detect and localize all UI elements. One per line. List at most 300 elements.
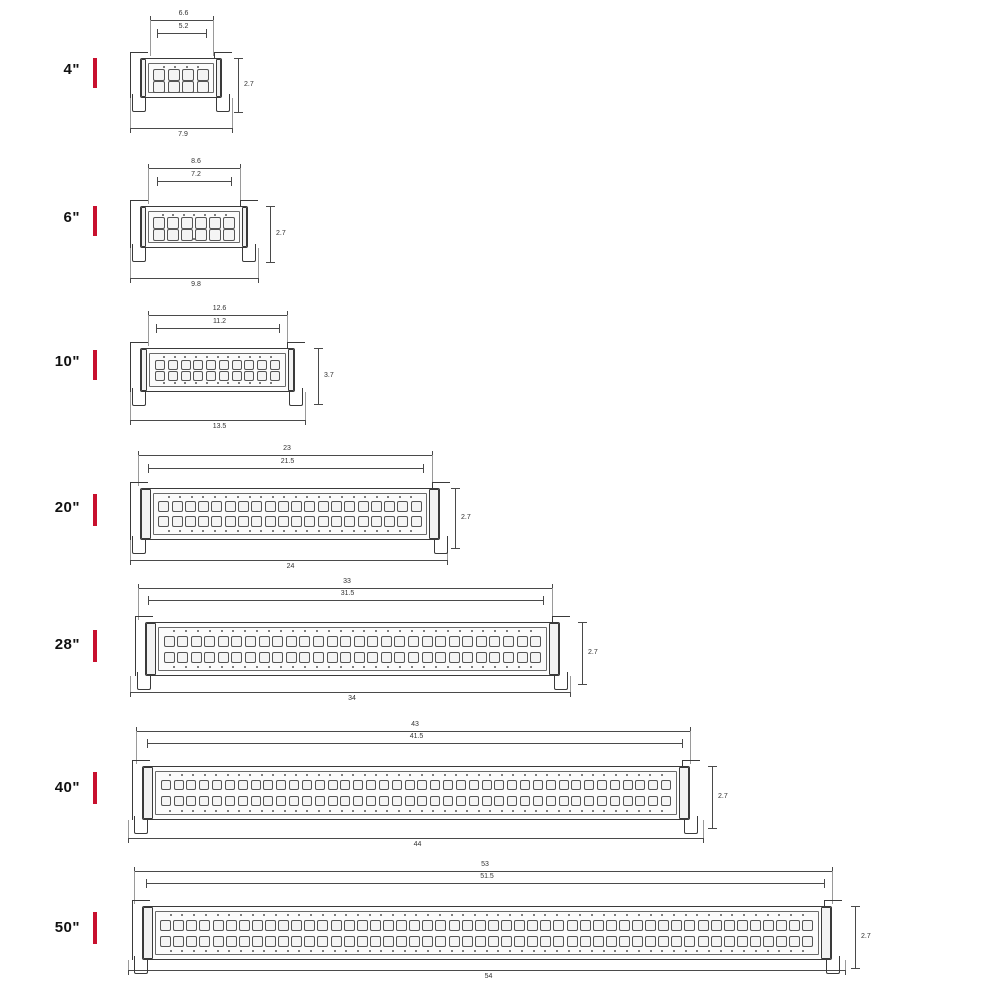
led-emitter <box>172 501 183 512</box>
screw <box>364 774 366 776</box>
screw <box>615 774 617 776</box>
led-emitter <box>278 501 289 512</box>
screw <box>399 630 401 632</box>
ext-left-outer-0 <box>150 20 151 56</box>
screw <box>506 666 508 668</box>
screw <box>376 530 378 532</box>
screw <box>287 914 289 916</box>
dim-bottom-text-5: 44 <box>396 841 440 849</box>
screw <box>209 666 211 668</box>
screw <box>191 530 193 532</box>
bracket-top-2-1 <box>287 342 305 343</box>
dim-height-text-0: 2.7 <box>242 81 266 89</box>
screw <box>204 214 206 216</box>
screw <box>352 666 354 668</box>
screw <box>179 496 181 498</box>
led-emitter <box>278 936 289 947</box>
dim-height-line-2-tick-bottom <box>314 404 323 405</box>
screw <box>421 774 423 776</box>
led-emitter <box>366 796 376 806</box>
led-emitter <box>482 796 492 806</box>
screw <box>387 530 389 532</box>
screw-row-top-3 <box>158 496 422 498</box>
led-emitter <box>475 920 486 931</box>
led-emitter <box>405 796 415 806</box>
screw <box>214 496 216 498</box>
bracket-top-4-0 <box>135 616 153 617</box>
led-emitter <box>186 920 197 931</box>
screw <box>341 810 343 812</box>
led-emitter <box>409 920 420 931</box>
bracket-top-6-0 <box>132 900 150 901</box>
led-emitter <box>435 936 446 947</box>
light-bar-housing-6 <box>142 906 832 960</box>
led-emitter <box>186 936 197 947</box>
screw <box>341 530 343 532</box>
end-cap-left-4 <box>146 623 156 675</box>
led-emitter <box>199 780 209 790</box>
led-emitter <box>571 780 581 790</box>
screw <box>334 914 336 916</box>
screw <box>439 950 441 952</box>
screw <box>524 810 526 812</box>
screw <box>357 914 359 916</box>
led-emitter <box>396 936 407 947</box>
dim-top-inner-line-1-tick-right <box>231 177 232 186</box>
led-emitter <box>245 636 256 647</box>
screw <box>318 810 320 812</box>
dim-height-line-6 <box>855 906 856 968</box>
led-emitter <box>304 936 315 947</box>
led-emitter <box>251 780 261 790</box>
led-emitter <box>488 920 499 931</box>
led-emitter <box>671 920 682 931</box>
led-emitter <box>527 920 538 931</box>
size-label-3: 20" <box>54 499 80 516</box>
end-cap-right-4 <box>549 623 559 675</box>
screw <box>444 810 446 812</box>
light-bar-housing-3 <box>140 488 440 540</box>
led-emitter <box>580 920 591 931</box>
led-emitter <box>181 371 191 381</box>
end-cap-left-0 <box>141 59 146 97</box>
screw <box>316 630 318 632</box>
led-emitter <box>328 780 338 790</box>
screw <box>530 666 532 668</box>
led-emitter <box>540 920 551 931</box>
screw <box>544 914 546 916</box>
led-emitter <box>371 501 382 512</box>
screw <box>451 914 453 916</box>
screw <box>352 774 354 776</box>
screw <box>364 810 366 812</box>
dim-top-inner-line-0 <box>157 33 206 34</box>
led-emitter <box>213 920 224 931</box>
size-label-4: 28" <box>54 636 80 653</box>
led-emitter <box>553 920 564 931</box>
dim-top-inner-line-2-tick-left <box>156 324 157 333</box>
screw-row-bottom-3 <box>158 530 422 532</box>
led-emitter <box>546 780 556 790</box>
screw <box>661 950 663 952</box>
screw <box>673 950 675 952</box>
screw <box>581 810 583 812</box>
led-emitter <box>396 920 407 931</box>
led-emitter <box>168 69 180 81</box>
led-emitter <box>289 796 299 806</box>
led-emitter <box>494 796 504 806</box>
screw <box>579 914 581 916</box>
led-emitter <box>328 796 338 806</box>
led-emitter <box>353 796 363 806</box>
led-emitter <box>580 936 591 947</box>
screw <box>478 810 480 812</box>
bracket-arm-0-0 <box>130 52 131 98</box>
ext-left-bottom-2 <box>130 392 131 420</box>
led-emitter <box>244 360 254 370</box>
led-emitter <box>225 780 235 790</box>
led-emitter <box>503 652 514 663</box>
led-emitter <box>469 796 479 806</box>
screw <box>581 774 583 776</box>
screw <box>638 914 640 916</box>
bracket-top-4-1 <box>552 616 570 617</box>
led-emitter <box>488 936 499 947</box>
bracket-top-0-1 <box>214 52 232 53</box>
dim-top-inner-line-4 <box>148 600 543 601</box>
bracket-top-6-1 <box>824 900 842 901</box>
screw <box>181 950 183 952</box>
screw <box>569 774 571 776</box>
ext-right-bottom-0 <box>232 98 233 128</box>
led-emitter <box>327 652 338 663</box>
screw <box>533 950 535 952</box>
screw <box>386 774 388 776</box>
screw <box>163 66 165 68</box>
screw <box>650 950 652 952</box>
screw <box>221 630 223 632</box>
dim-bottom-line-6 <box>128 970 845 971</box>
screw <box>202 530 204 532</box>
led-emitter <box>763 936 774 947</box>
light-bar-housing-1 <box>140 206 248 248</box>
end-cap-right-1 <box>242 207 247 247</box>
screw <box>232 666 234 668</box>
screw <box>184 356 186 358</box>
screw <box>169 774 171 776</box>
screw <box>518 666 520 668</box>
led-emitter <box>456 796 466 806</box>
screw <box>238 356 240 358</box>
led-emitter <box>226 936 237 947</box>
led-emitter <box>540 936 551 947</box>
dim-height-text-3: 2.7 <box>459 514 483 522</box>
bracket-top-1-1 <box>240 200 258 201</box>
led-emitter <box>251 796 261 806</box>
led-grid-0 <box>151 69 211 87</box>
dim-height-line-5-tick-top <box>708 766 717 767</box>
led-row <box>156 514 424 529</box>
dim-bottom-text-0: 7.9 <box>161 131 205 139</box>
led-emitter <box>802 936 813 947</box>
led-emitter <box>482 780 492 790</box>
led-emitter <box>645 920 656 931</box>
screw <box>249 810 251 812</box>
led-emitter <box>239 920 250 931</box>
screw <box>284 810 286 812</box>
screw <box>421 810 423 812</box>
led-emitter <box>291 516 302 527</box>
led-emitter <box>265 516 276 527</box>
led-emitter <box>211 516 222 527</box>
screw <box>304 666 306 668</box>
screw <box>447 666 449 668</box>
dim-bottom-line-0 <box>130 128 232 129</box>
screw <box>310 914 312 916</box>
led-emitter <box>331 920 342 931</box>
led-emitter <box>231 636 242 647</box>
screw <box>217 356 219 358</box>
bracket-arm-5-0 <box>132 760 133 820</box>
led-emitter <box>449 920 460 931</box>
screw <box>316 666 318 668</box>
screw <box>260 496 262 498</box>
screw <box>341 774 343 776</box>
led-emitter <box>658 936 669 947</box>
led-emitter <box>417 780 427 790</box>
screw <box>535 774 537 776</box>
led-emitter <box>291 501 302 512</box>
screw <box>168 496 170 498</box>
dim-top-inner-line-1 <box>157 181 231 182</box>
screw <box>802 950 804 952</box>
dim-top-outer-text-0: 6.6 <box>162 10 206 18</box>
led-emitter <box>213 936 224 947</box>
screw <box>533 914 535 916</box>
screw <box>204 810 206 812</box>
screw <box>380 914 382 916</box>
led-emitter <box>489 652 500 663</box>
led-emitter <box>619 920 630 931</box>
led-emitter <box>417 796 427 806</box>
screw <box>280 630 282 632</box>
screw <box>244 666 246 668</box>
screw <box>259 382 261 384</box>
led-emitter <box>571 796 581 806</box>
led-row <box>158 933 816 949</box>
led-emitter <box>520 780 530 790</box>
ext-left-outer-1 <box>148 168 149 204</box>
ext-left-bottom-3 <box>130 540 131 560</box>
screw <box>162 214 164 216</box>
screw <box>708 914 710 916</box>
led-emitter <box>257 360 267 370</box>
led-emitter <box>272 636 283 647</box>
screw <box>181 774 183 776</box>
led-emitter <box>259 636 270 647</box>
led-emitter <box>245 652 256 663</box>
screw <box>375 666 377 668</box>
led-emitter <box>530 636 541 647</box>
led-emitter <box>530 652 541 663</box>
led-emitter <box>632 936 643 947</box>
led-emitter <box>263 780 273 790</box>
screw <box>626 810 628 812</box>
screw <box>427 914 429 916</box>
led-emitter <box>559 796 569 806</box>
screw <box>638 810 640 812</box>
led-emitter <box>367 652 378 663</box>
dim-height-line-4-tick-top <box>578 622 587 623</box>
led-emitter <box>422 936 433 947</box>
bracket-arm-1-0 <box>130 200 131 248</box>
led-emitter <box>167 217 179 229</box>
screw <box>615 810 617 812</box>
dim-top-inner-line-2-tick-right <box>279 324 280 333</box>
screw <box>455 774 457 776</box>
led-emitter <box>161 796 171 806</box>
dim-top-inner-line-4-tick-left <box>148 596 149 605</box>
led-emitter <box>462 920 473 931</box>
led-emitter <box>684 920 695 931</box>
dim-top-inner-line-0-tick-right <box>206 29 207 38</box>
screw <box>214 530 216 532</box>
screw <box>743 914 745 916</box>
screw <box>455 810 457 812</box>
screw <box>192 774 194 776</box>
led-row <box>158 917 816 933</box>
dim-top-inner-text-6: 51.5 <box>465 873 509 881</box>
led-emitter <box>623 796 633 806</box>
screw <box>546 774 548 776</box>
led-emitter <box>181 217 193 229</box>
led-emitter <box>225 501 236 512</box>
led-emitter <box>155 371 165 381</box>
screw-row-bottom-2 <box>154 382 281 384</box>
led-emitter <box>193 371 203 381</box>
end-cap-right-5 <box>679 767 689 819</box>
led-emitter <box>331 516 342 527</box>
accent-bar-6 <box>93 912 97 944</box>
screw <box>345 914 347 916</box>
screw <box>217 914 219 916</box>
dim-height-line-4-tick-bottom <box>578 684 587 685</box>
screw <box>649 774 651 776</box>
led-emitter <box>270 360 280 370</box>
screw <box>592 810 594 812</box>
screw <box>506 630 508 632</box>
led-emitter <box>164 636 175 647</box>
led-emitter <box>507 796 517 806</box>
screw <box>228 950 230 952</box>
screw <box>364 530 366 532</box>
led-emitter <box>422 652 433 663</box>
led-emitter <box>546 796 556 806</box>
screw <box>494 666 496 668</box>
screw <box>444 774 446 776</box>
screw <box>275 914 277 916</box>
screw <box>174 66 176 68</box>
screw <box>731 950 733 952</box>
screw <box>353 496 355 498</box>
led-emitter <box>462 636 473 647</box>
led-emitter <box>182 69 194 81</box>
screw-row-top-2 <box>154 356 281 358</box>
led-emitter <box>489 636 500 647</box>
screw <box>524 774 526 776</box>
screw <box>260 530 262 532</box>
screw <box>592 774 594 776</box>
led-emitter <box>476 652 487 663</box>
screw <box>249 356 251 358</box>
screw <box>240 914 242 916</box>
led-emitter <box>198 501 209 512</box>
screw <box>376 496 378 498</box>
ext-left-bottom-1 <box>130 248 131 278</box>
screw <box>696 914 698 916</box>
led-emitter <box>635 796 645 806</box>
led-emitter <box>153 69 165 81</box>
led-emitter <box>553 936 564 947</box>
screw <box>521 914 523 916</box>
led-emitter <box>384 516 395 527</box>
screw <box>409 810 411 812</box>
screw <box>238 382 240 384</box>
size-label-2: 10" <box>54 353 80 370</box>
screw <box>494 630 496 632</box>
screw <box>249 496 251 498</box>
led-emitter <box>168 360 178 370</box>
screw <box>501 810 503 812</box>
screw <box>802 914 804 916</box>
screw <box>363 666 365 668</box>
led-emitter <box>191 636 202 647</box>
dim-bottom-line-1 <box>130 278 258 279</box>
screw <box>292 666 294 668</box>
led-emitter <box>197 81 209 93</box>
dim-top-outer-line-6 <box>134 871 832 872</box>
screw <box>439 914 441 916</box>
screw <box>497 914 499 916</box>
dim-top-outer-text-1: 8.6 <box>174 158 218 166</box>
led-emitter <box>153 217 165 229</box>
dim-height-text-1: 2.7 <box>274 230 298 238</box>
led-emitter <box>422 636 433 647</box>
dim-top-inner-text-4: 31.5 <box>326 590 370 598</box>
screw <box>466 774 468 776</box>
led-emitter <box>671 936 682 947</box>
dim-top-inner-line-2 <box>156 328 279 329</box>
ext-right-bottom-4 <box>570 676 571 692</box>
screw <box>292 630 294 632</box>
led-emitter <box>645 936 656 947</box>
screw <box>743 950 745 952</box>
screw <box>329 810 331 812</box>
led-emitter <box>289 780 299 790</box>
screw <box>197 66 199 68</box>
led-emitter <box>514 936 525 947</box>
screw <box>790 914 792 916</box>
screw <box>195 382 197 384</box>
screw <box>209 630 211 632</box>
dim-top-inner-line-6 <box>146 883 824 884</box>
screw-row-top-1 <box>153 214 235 216</box>
screw <box>755 950 757 952</box>
screw <box>283 530 285 532</box>
led-emitter <box>286 636 297 647</box>
screw <box>392 950 394 952</box>
accent-bar-3 <box>93 494 97 526</box>
